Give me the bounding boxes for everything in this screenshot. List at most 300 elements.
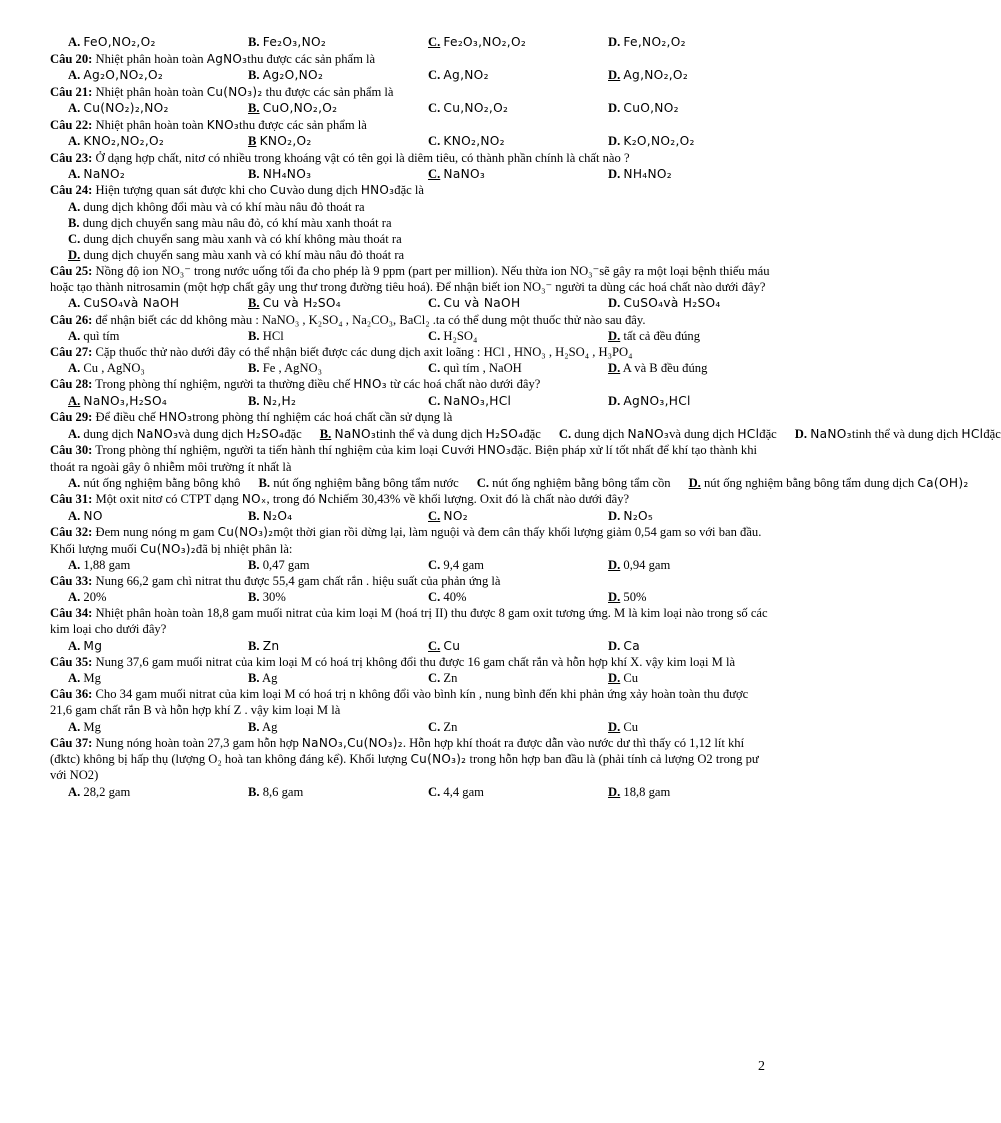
question-stem bbox=[50, 491, 770, 507]
answer-option bbox=[541, 426, 777, 443]
option-text: NH₄NO₃ bbox=[262, 166, 312, 181]
option-letter: B. bbox=[248, 166, 260, 181]
option-letter: D. bbox=[608, 166, 621, 181]
question-stem bbox=[50, 605, 770, 637]
answer-option bbox=[230, 100, 410, 117]
option-letter: C. bbox=[428, 133, 441, 148]
answer-option bbox=[230, 784, 410, 800]
answer-option bbox=[50, 719, 230, 735]
answer-option bbox=[410, 67, 590, 84]
question-number: Câu 21: bbox=[50, 84, 93, 99]
option-letter: D. bbox=[608, 590, 621, 605]
question-stem bbox=[50, 409, 770, 425]
option-letter: C. bbox=[428, 100, 441, 115]
question-number: Câu 32: bbox=[50, 525, 93, 540]
option-text: Mg bbox=[83, 719, 101, 734]
question-q32 bbox=[50, 524, 770, 573]
answer-option bbox=[590, 295, 770, 312]
question-number: Câu 33: bbox=[50, 574, 93, 589]
question-q23 bbox=[50, 150, 770, 183]
option-text: dung dịch chuyển sang màu nâu đỏ, có khí màu xanh thoát ra bbox=[82, 215, 392, 230]
option-text: dung dịch chuyển sang màu xanh và có khí không màu thoát ra bbox=[83, 231, 402, 246]
option-text: 20% bbox=[83, 590, 107, 605]
answer-option bbox=[50, 508, 230, 525]
option-text: quì tím , NaOH bbox=[443, 361, 522, 376]
option-text: 0,47 gam bbox=[262, 558, 310, 572]
question-stem bbox=[50, 344, 770, 360]
option-text: Ag bbox=[262, 671, 278, 686]
option-letter: D. bbox=[608, 35, 621, 49]
option-text: N₂,H₂ bbox=[262, 393, 297, 408]
option-text: 50% bbox=[623, 590, 647, 605]
answer-option bbox=[50, 475, 240, 492]
option-letter: B. bbox=[248, 393, 260, 408]
option-letter: B. bbox=[248, 719, 260, 734]
option-letter: A. bbox=[68, 638, 81, 653]
answer-option bbox=[230, 166, 410, 183]
answer-option bbox=[230, 719, 410, 735]
answer-option bbox=[410, 100, 590, 117]
question-text: Ở dạng hợp chất, nitơ có nhiều trong khoáng vật có tên gọi là diêm tiêu, có thành phần chính là chất nào ? bbox=[95, 150, 630, 165]
answer-option bbox=[590, 589, 770, 605]
option-letter: D. bbox=[608, 67, 621, 82]
option-text: Ag₂O,NO₂,O₂ bbox=[83, 67, 164, 82]
answer-option bbox=[50, 426, 302, 443]
answer-options bbox=[50, 166, 770, 183]
answer-option bbox=[240, 475, 458, 492]
option-letter: C. bbox=[558, 426, 572, 441]
answer-option bbox=[230, 393, 410, 410]
answer-option bbox=[410, 670, 590, 686]
option-text: dung dịch NaNO₃và dung dịch H₂SO₄đặc bbox=[83, 426, 302, 441]
question-number: Câu 34: bbox=[50, 606, 93, 621]
option-text: NaNO₂ bbox=[83, 166, 126, 181]
question-number: Câu 23: bbox=[50, 150, 93, 165]
option-letter: B. bbox=[248, 328, 260, 343]
answer-option bbox=[230, 67, 410, 84]
option-letter: D. bbox=[608, 328, 621, 343]
answer-option bbox=[590, 328, 770, 344]
option-text: Fe,NO₂,O₂ bbox=[623, 35, 686, 49]
answer-option bbox=[50, 638, 230, 655]
option-text: N₂O₄ bbox=[262, 508, 293, 523]
option-letter: A. bbox=[68, 166, 81, 181]
answer-option bbox=[50, 34, 230, 51]
answer-option bbox=[50, 100, 230, 117]
option-letter: C. bbox=[428, 508, 441, 523]
question-q30 bbox=[50, 442, 969, 491]
question-text: Một oxit nitơ có CTPT dạng NOₓ, trong đó Nchiếm 30,43% về khối lượng. Oxit đó là chất nào dưới đây? bbox=[95, 492, 630, 507]
question-number: Câu 31: bbox=[50, 492, 93, 507]
option-letter: A. bbox=[68, 508, 81, 523]
answer-option bbox=[410, 34, 590, 51]
question-number: Câu 36: bbox=[50, 687, 93, 702]
option-text: dung dịch không đổi màu và có khí màu nâu đỏ thoát ra bbox=[83, 199, 365, 214]
answer-option bbox=[590, 719, 770, 735]
page-number: 2 bbox=[758, 1059, 765, 1074]
option-text: A và B đều đúng bbox=[622, 361, 708, 376]
question-q31 bbox=[50, 491, 770, 524]
answer-option bbox=[590, 508, 770, 525]
option-letter: C. bbox=[428, 35, 441, 49]
question-stem bbox=[50, 182, 770, 198]
answer-option bbox=[50, 295, 230, 312]
question-q27 bbox=[50, 344, 770, 376]
question-text: Nhiệt phân hoàn toàn AgNO₃thu được các sản phẩm là bbox=[95, 51, 376, 66]
option-text: Ca bbox=[623, 638, 640, 653]
answer-option bbox=[230, 557, 410, 573]
answer-option bbox=[410, 557, 590, 573]
question-text: Nồng độ ion NO₃⁻ trong nước uống tối đa cho phép là 9 ppm (part per million). Nếu thừa ion NO₃⁻sẽ gây ra một loại bệnh thiếu máu hoặc tạo thành nitrosamin (một hợp chất gây ung thư trong đường tiêu hoá). Để nhận biết ion NO₃⁻ người ta dùng các hoá chất nào dưới đây? bbox=[50, 264, 770, 295]
answer-options bbox=[50, 34, 770, 51]
option-letter: D. bbox=[608, 671, 621, 686]
exam-page bbox=[50, 34, 1001, 800]
question-stem bbox=[50, 312, 770, 328]
option-text: AgNO₃,HCl bbox=[623, 393, 691, 408]
option-letter: C. bbox=[68, 231, 81, 246]
option-letter: B. bbox=[248, 296, 260, 311]
option-letter: A. bbox=[68, 719, 81, 734]
answer-option bbox=[230, 34, 410, 51]
option-letter: A. bbox=[68, 35, 81, 49]
option-text: K₂O,NO₂,O₂ bbox=[623, 133, 695, 148]
question-number: Câu 20: bbox=[50, 51, 93, 66]
answer-option bbox=[590, 100, 770, 117]
option-letter: A. bbox=[68, 67, 81, 82]
option-text: Zn bbox=[262, 638, 280, 653]
answer-option bbox=[410, 166, 590, 183]
question-q34 bbox=[50, 605, 770, 654]
question-text: Trong phòng thí nghiệm, người ta thường điều chế HNO₃ từ các hoá chất nào dưới đây? bbox=[95, 377, 541, 392]
option-letter: C. bbox=[428, 328, 441, 343]
answer-options bbox=[50, 100, 770, 117]
question-q28 bbox=[50, 376, 770, 409]
option-text: CuO,NO₂ bbox=[623, 100, 679, 115]
answer-option bbox=[590, 34, 770, 51]
question-text: Cặp thuốc thử nào dưới đây có thể nhận biết được các dung dịch axit loãng : HCl , HNO₃ , H₂SO₄ , H₃PO₄ bbox=[95, 345, 633, 360]
option-letter: D. bbox=[794, 426, 808, 441]
question-text: Nung 66,2 gam chì nitrat thu được 55,4 gam chất rắn . hiệu suất của phản ứng là bbox=[95, 574, 501, 589]
option-letter: A. bbox=[68, 558, 81, 572]
answer-option bbox=[671, 475, 969, 492]
option-letter: A. bbox=[68, 671, 81, 686]
question-stem bbox=[50, 84, 770, 100]
option-text: Ag bbox=[262, 719, 278, 734]
answer-option bbox=[50, 784, 230, 800]
option-letter: C. bbox=[476, 475, 490, 490]
answer-option bbox=[590, 670, 770, 686]
option-letter: C. bbox=[428, 719, 441, 734]
answer-options bbox=[50, 638, 770, 655]
option-letter: B. bbox=[248, 361, 260, 376]
answer-options bbox=[50, 67, 770, 84]
question-stem bbox=[50, 686, 770, 718]
answer-option bbox=[230, 508, 410, 525]
answer-options bbox=[50, 133, 770, 150]
answer-option bbox=[50, 589, 230, 605]
question-text: Nhiệt phân hoàn toàn Cu(NO₃)₂ thu được các sản phẩm là bbox=[95, 84, 394, 99]
option-letter: D. bbox=[688, 475, 701, 490]
option-text: 9,4 gam bbox=[443, 558, 484, 572]
answer-option bbox=[50, 247, 770, 263]
option-letter: B. bbox=[248, 784, 260, 799]
answer-option bbox=[590, 638, 770, 655]
option-text: 30% bbox=[262, 590, 286, 605]
answer-option bbox=[590, 784, 770, 800]
option-letter: C. bbox=[428, 671, 441, 686]
question-stem bbox=[50, 524, 770, 557]
option-letter: D. bbox=[608, 784, 621, 799]
option-text: Fe , AgNO₃ bbox=[262, 361, 323, 376]
option-text: Ag₂O,NO₂ bbox=[262, 67, 324, 82]
answer-option bbox=[50, 328, 230, 344]
option-letter: A. bbox=[68, 361, 81, 376]
option-letter: B. bbox=[248, 671, 260, 686]
question-text: Đem nung nóng m gam Cu(NO₃)₂một thời gian rồi dừng lại, làm nguội và đem cân thấy khối lượng giảm 0,54 gam so với ban đầu. Khối lượng muối Cu(NO₃)₂đã bị nhiệt phân là: bbox=[50, 525, 762, 556]
option-text: 18,8 gam bbox=[623, 784, 671, 799]
answer-options bbox=[50, 426, 1001, 443]
option-text: NaNO₃ bbox=[443, 166, 486, 181]
option-letter: C. bbox=[428, 166, 441, 181]
question-stem bbox=[50, 150, 770, 166]
option-letter: B. bbox=[248, 638, 260, 653]
question-text: Để điều chế HNO₃trong phòng thí nghiệm các hoá chất cần sử dụng là bbox=[95, 410, 453, 425]
answer-options bbox=[50, 295, 770, 312]
option-text: Ag,NO₂ bbox=[443, 67, 489, 82]
option-text: Fe₂O₃,NO₂ bbox=[262, 35, 327, 49]
option-letter: B. bbox=[248, 100, 260, 115]
question-number: Câu 29: bbox=[50, 410, 93, 425]
option-text: Cu(NO₂)₂,NO₂ bbox=[83, 100, 169, 115]
answer-options bbox=[50, 508, 770, 525]
answer-option bbox=[410, 508, 590, 525]
option-text: dung dịch chuyển sang màu xanh và có khí màu nâu đỏ thoát ra bbox=[83, 247, 405, 262]
question-stem bbox=[50, 735, 770, 784]
option-letter: B. bbox=[248, 67, 260, 82]
option-letter: C. bbox=[428, 590, 441, 605]
option-text: N₂O₅ bbox=[623, 508, 654, 523]
option-text: Zn bbox=[443, 719, 458, 734]
option-letter: B. bbox=[248, 35, 260, 49]
question-q22 bbox=[50, 117, 770, 150]
option-letter: B. bbox=[258, 475, 271, 490]
answer-option bbox=[590, 393, 770, 410]
option-letter: A. bbox=[68, 296, 81, 311]
question-number: Câu 27: bbox=[50, 345, 93, 360]
answer-option bbox=[230, 360, 410, 376]
answer-option bbox=[302, 426, 541, 443]
option-letter: B. bbox=[319, 426, 332, 441]
option-text: NaNO₃,HCl bbox=[443, 393, 512, 408]
question-text: Nung nóng hoàn toàn 27,3 gam hỗn hợp NaNO₃,Cu(NO₃)₂. Hỗn hợp khí thoát ra được dẫn vào nước dư thì thấy có 1,12 lít khí (đktc) không bị hấp thụ (lượng O₂ hoà tan không đáng kể). Khối lượng Cu(NO₃)₂ trong hỗn hợp ban đầu là (phải tính cả lượng O2 trong pư với NO2) bbox=[50, 735, 759, 783]
option-letter: B. bbox=[248, 590, 260, 605]
answer-options bbox=[50, 199, 770, 263]
question-q20 bbox=[50, 51, 770, 84]
answer-option bbox=[50, 67, 230, 84]
answer-options bbox=[50, 360, 770, 376]
question-number: Câu 26: bbox=[50, 312, 93, 327]
answer-option bbox=[410, 328, 590, 344]
question-q19 bbox=[50, 34, 770, 51]
option-text: H₂SO₄ bbox=[443, 328, 478, 343]
question-number: Câu 30: bbox=[50, 443, 93, 458]
question-number: Câu 22: bbox=[50, 117, 93, 132]
option-letter: D. bbox=[608, 508, 621, 523]
answer-option bbox=[50, 557, 230, 573]
option-letter: C. bbox=[428, 393, 441, 408]
answer-option bbox=[230, 133, 410, 150]
question-stem bbox=[50, 51, 770, 67]
option-text: KNO₂,NO₂ bbox=[443, 133, 505, 148]
option-letter: A. bbox=[68, 590, 81, 605]
answer-option bbox=[230, 295, 410, 312]
answer-option bbox=[50, 670, 230, 686]
option-text: NO₂ bbox=[443, 508, 468, 523]
question-q25 bbox=[50, 263, 770, 312]
option-text: NaNO₃,H₂SO₄ bbox=[83, 393, 168, 408]
question-q37 bbox=[50, 735, 770, 800]
answer-options bbox=[50, 784, 770, 800]
option-text: 8,6 gam bbox=[262, 784, 304, 799]
option-letter: A. bbox=[68, 475, 81, 490]
answer-option bbox=[410, 638, 590, 655]
question-number: Câu 35: bbox=[50, 655, 93, 670]
option-letter: D. bbox=[608, 361, 621, 376]
answer-option bbox=[50, 133, 230, 150]
question-text: Cho 34 gam muối nitrat của kim loại M có hoá trị n không đổi vào bình kín , nung bình đến khi phản ứng xảy hoàn toàn thu được 21,6 gam chất rắn B và hỗn hợp khí Z . vậy kim loại M là bbox=[50, 687, 749, 718]
option-text: nút ống nghiệm bằng bông khô bbox=[83, 475, 241, 490]
option-text: NO bbox=[83, 508, 103, 523]
option-text: Ag,NO₂,O₂ bbox=[623, 67, 689, 82]
question-q29 bbox=[50, 409, 1001, 442]
option-text: Cu,NO₂,O₂ bbox=[443, 100, 509, 115]
option-text: Cu bbox=[623, 671, 639, 686]
option-letter: D. bbox=[608, 100, 621, 115]
option-letter: D. bbox=[608, 133, 621, 148]
option-text: dung dịch NaNO₃và dung dịch HClđặc bbox=[574, 426, 777, 441]
question-number: Câu 37: bbox=[50, 735, 93, 750]
option-text: 28,2 gam bbox=[83, 784, 131, 799]
option-text: Cu , AgNO₃ bbox=[83, 361, 145, 376]
answer-option bbox=[777, 426, 1001, 443]
question-text: Nhiệt phân hoàn toàn 18,8 gam muối nitrat của kim loại M (hoá trị II) thu được 8 gam oxit tương ứng. M là kim loại nào trong số các kim loại cho dưới đây? bbox=[50, 606, 768, 637]
option-letter: A. bbox=[68, 426, 81, 441]
option-letter: A. bbox=[68, 784, 81, 799]
answer-option bbox=[459, 475, 671, 492]
answer-option bbox=[590, 166, 770, 183]
option-text: KNO₂,O₂ bbox=[259, 133, 312, 148]
question-number: Câu 28: bbox=[50, 377, 93, 392]
question-stem bbox=[50, 654, 770, 670]
option-letter: C. bbox=[428, 296, 441, 311]
answer-option bbox=[230, 638, 410, 655]
option-letter: C. bbox=[428, 67, 441, 82]
question-text: Trong phòng thí nghiệm, người ta tiến hành thí nghiệm của kim loại Cuvới HNO₃đặc. Biện pháp xử lí tốt nhất để khí tạo thành khi thoát ra ngoài gây ô nhiễm môi trường ít nhất là bbox=[50, 443, 758, 474]
option-letter: D. bbox=[608, 719, 621, 734]
answer-option bbox=[590, 360, 770, 376]
question-stem bbox=[50, 573, 770, 589]
option-letter: D. bbox=[608, 638, 621, 653]
question-q33 bbox=[50, 573, 770, 605]
option-text: quì tím bbox=[83, 328, 120, 343]
option-text: FeO,NO₂,O₂ bbox=[83, 35, 156, 49]
question-number: Câu 25: bbox=[50, 264, 93, 279]
answer-option bbox=[230, 670, 410, 686]
option-letter: B. bbox=[68, 215, 80, 230]
question-stem bbox=[50, 263, 770, 295]
answer-option bbox=[50, 360, 230, 376]
option-letter: D. bbox=[608, 393, 621, 408]
option-letter: C. bbox=[428, 784, 441, 799]
question-number: Câu 24: bbox=[50, 183, 93, 198]
answer-option bbox=[410, 295, 590, 312]
option-letter: A. bbox=[68, 328, 81, 343]
option-text: NaNO₃tinh thể và dung dịch HClđặc bbox=[810, 426, 1001, 441]
option-text: tất cả đều đúng bbox=[623, 328, 700, 343]
question-text: Nung 37,6 gam muối nitrat của kim loại M có hoá trị không đổi thu được 16 gam chất rắn và hỗn hợp khí X. vậy kim loại M là bbox=[95, 655, 736, 670]
option-letter: A. bbox=[68, 199, 81, 214]
question-stem bbox=[50, 442, 770, 474]
question-q36 bbox=[50, 686, 770, 734]
question-q26 bbox=[50, 312, 770, 344]
option-letter: C. bbox=[428, 638, 441, 653]
question-stem bbox=[50, 117, 770, 133]
option-text: Cu và NaOH bbox=[443, 296, 521, 311]
option-text: nút ống nghiệm bằng bông tẩm nước bbox=[273, 475, 459, 490]
question-q24 bbox=[50, 182, 770, 263]
option-letter: B. bbox=[248, 508, 260, 523]
answer-option bbox=[590, 557, 770, 573]
option-text: Cu bbox=[623, 719, 639, 734]
option-text: Cu và H₂SO₄ bbox=[262, 296, 341, 311]
option-letter: D. bbox=[68, 247, 81, 262]
answer-option bbox=[590, 67, 770, 84]
question-q35 bbox=[50, 654, 770, 686]
answer-option bbox=[590, 133, 770, 150]
option-text: 1,88 gam bbox=[83, 558, 131, 572]
option-text: nút ống nghiệm bằng bông tẩm cồn bbox=[492, 475, 671, 490]
answer-options bbox=[50, 557, 770, 573]
option-letter: A. bbox=[68, 393, 81, 408]
answer-option bbox=[230, 589, 410, 605]
answer-option bbox=[410, 589, 590, 605]
answer-option bbox=[410, 784, 590, 800]
option-text: 4,4 gam bbox=[443, 784, 484, 799]
question-text: để nhận biết các dd không màu : NaNO₃ , K₂SO₄ , Na₂CO₃, BaCl₂ .ta có thể dung một thuốc thử nào sau đây. bbox=[95, 312, 646, 327]
answer-option bbox=[50, 215, 770, 231]
answer-options bbox=[50, 670, 770, 686]
option-letter: B bbox=[248, 133, 257, 148]
option-letter: A. bbox=[68, 133, 81, 148]
answer-option bbox=[410, 133, 590, 150]
option-text: Mg bbox=[83, 671, 101, 686]
answer-option bbox=[50, 393, 230, 410]
option-letter: C. bbox=[428, 558, 441, 572]
option-text: 0,94 gam bbox=[623, 558, 671, 572]
option-text: CuO,NO₂,O₂ bbox=[262, 100, 338, 115]
option-letter: A. bbox=[68, 100, 81, 115]
question-text: Nhiệt phân hoàn toàn KNO₃thu được các sản phẩm là bbox=[95, 117, 367, 132]
option-text: Cu bbox=[443, 638, 461, 653]
answer-option bbox=[50, 166, 230, 183]
option-letter: D. bbox=[608, 558, 621, 572]
answer-option bbox=[50, 199, 770, 215]
option-text: Fe₂O₃,NO₂,O₂ bbox=[443, 35, 527, 49]
answer-options bbox=[50, 475, 969, 492]
option-letter: D. bbox=[608, 296, 621, 311]
option-text: KNO₂,NO₂,O₂ bbox=[83, 133, 165, 148]
option-text: Zn bbox=[443, 671, 458, 686]
